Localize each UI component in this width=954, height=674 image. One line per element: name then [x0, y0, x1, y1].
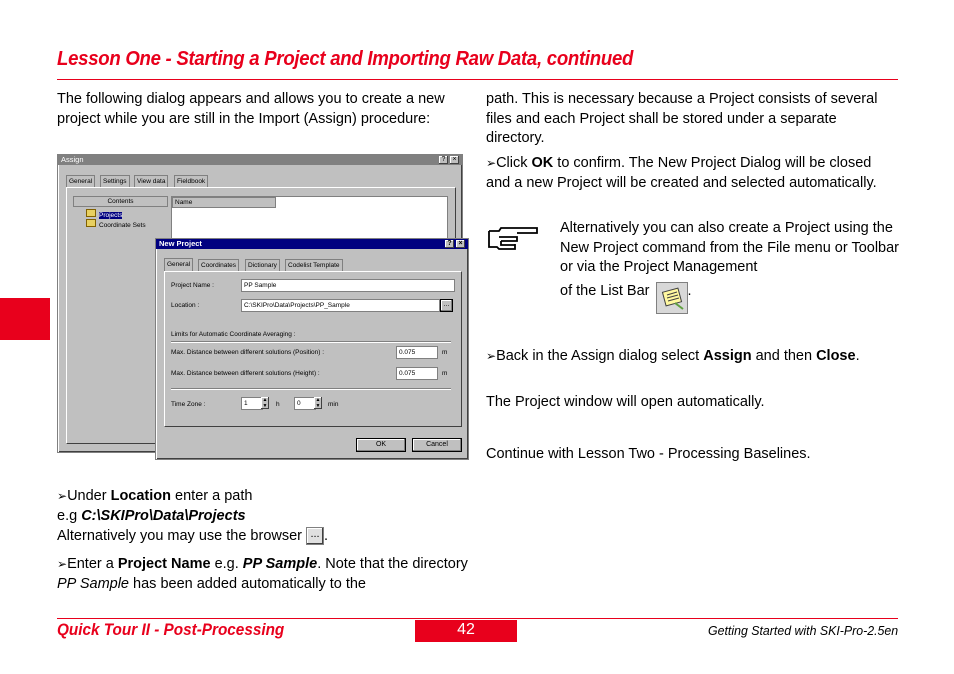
arrow-bullet-icon: ➢: [57, 557, 68, 571]
col-name: Name: [172, 197, 276, 208]
tab-general[interactable]: General: [164, 258, 193, 271]
limits-label: Limits for Automatic Coordinate Averaging :: [171, 331, 296, 338]
height-distance-input[interactable]: 0.075: [396, 367, 438, 380]
cancel-button[interactable]: Cancel: [412, 438, 462, 452]
col-contents: Contents: [73, 196, 168, 207]
title-rule: [57, 79, 898, 80]
hours-unit: h: [276, 401, 280, 408]
intro-paragraph: The following dialog appears and allows you to create a new project while you are still in the Import (Assign) procedure:: [57, 91, 445, 127]
project-window-text: The Project window will open automatically.: [486, 394, 765, 410]
arrow-bullet-icon: ➢: [57, 489, 68, 503]
tab-view-data[interactable]: View data: [134, 175, 168, 187]
tree-item-coordinate-sets[interactable]: Coordinate Sets: [73, 219, 168, 229]
browse-button[interactable]: ...: [440, 299, 453, 312]
position-unit: m: [442, 349, 448, 356]
chapter-tab-marker: [0, 298, 50, 340]
timezone-label: Time Zone :: [171, 401, 206, 408]
arrow-bullet-icon: ➢: [486, 156, 497, 170]
height-unit: m: [442, 370, 448, 377]
tree-item-projects[interactable]: Projects: [73, 209, 168, 219]
page-title: Lesson One - Starting a Project and Importing Raw Data, continued: [57, 48, 634, 70]
position-distance-label: Max. Distance between different solutions (Position) :: [171, 349, 325, 356]
tree-panel: [73, 196, 168, 232]
hours-spinner[interactable]: ▲ ▼: [262, 397, 268, 409]
new-project-titlebar: [156, 239, 468, 249]
new-project-dialog: [155, 238, 469, 460]
footer-rule: [57, 618, 898, 619]
click-ok-step: ➢Click OK to confirm. The New Project Dialog will be closed and a new Project will be created and selected automatically.: [486, 155, 877, 191]
location-input[interactable]: C:\SKIPro\Data\Projects\PP_Sample: [241, 299, 440, 312]
tab-general[interactable]: General: [66, 175, 95, 187]
assign-titlebar: [58, 155, 462, 165]
new-project-title: New Project: [159, 239, 202, 248]
path-paragraph: path. This is necessary because a Project consists of several files and each Project shall be stored under a separate directory.: [486, 91, 878, 146]
position-distance-input[interactable]: 0.075: [396, 346, 438, 359]
step-project-name: ➢Enter a Project Name e.g. PP Sample. Note that the directory PP Sample has been added automatically to the: [57, 556, 468, 592]
help-button[interactable]: ?: [439, 156, 448, 164]
pointing-hand-icon: [487, 225, 541, 251]
project-name-label: Project Name :: [171, 282, 214, 289]
help-button[interactable]: ?: [445, 240, 454, 248]
footer-section-title: Quick Tour II - Post-Processing: [57, 620, 285, 639]
assign-title: Assign: [61, 155, 84, 164]
ok-button[interactable]: OK: [356, 438, 406, 452]
project-management-icon: [656, 282, 688, 314]
browse-icon: ...: [306, 527, 324, 545]
close-button[interactable]: ×: [450, 156, 459, 164]
tab-dictionary[interactable]: Dictionary: [245, 259, 280, 271]
location-label: Location :: [171, 302, 200, 309]
back-assign-step: ➢Back in the Assign dialog select Assign and then Close.: [486, 348, 860, 364]
step-location: ➢Under Location enter a path e.g C:\SKIPro\Data\Projects Alternatively you may use the browser ... .: [57, 488, 329, 544]
continue-text: Continue with Lesson Two - Processing Baselines.: [486, 446, 811, 462]
tab-fieldbook[interactable]: Fieldbook: [174, 175, 208, 187]
arrow-bullet-icon: ➢: [486, 349, 497, 363]
minutes-spinner[interactable]: ▲ ▼: [315, 397, 321, 409]
timezone-hours-input[interactable]: 1: [241, 397, 263, 410]
minutes-unit: min: [328, 401, 339, 408]
footer-doc-title: Getting Started with SKI-Pro-2.5en: [707, 623, 898, 638]
note-paragraph: Alternatively you can also create a Project using the New Project command from the File menu or Toolbar or via the Project Management of the List Bar .: [560, 219, 900, 314]
tab-settings[interactable]: Settings: [100, 175, 130, 187]
folder-icon: [86, 209, 96, 217]
height-distance-label: Max. Distance between different solutions (Height) :: [171, 370, 320, 377]
folder-icon: [86, 219, 96, 227]
page-number: 42: [415, 620, 517, 642]
tab-coordinates[interactable]: Coordinates: [198, 259, 239, 271]
timezone-minutes-input[interactable]: 0: [294, 397, 316, 410]
project-name-input[interactable]: PP Sample: [241, 279, 455, 292]
close-button[interactable]: ×: [456, 240, 465, 248]
tab-codelist-template[interactable]: Codelist Template: [285, 259, 343, 271]
